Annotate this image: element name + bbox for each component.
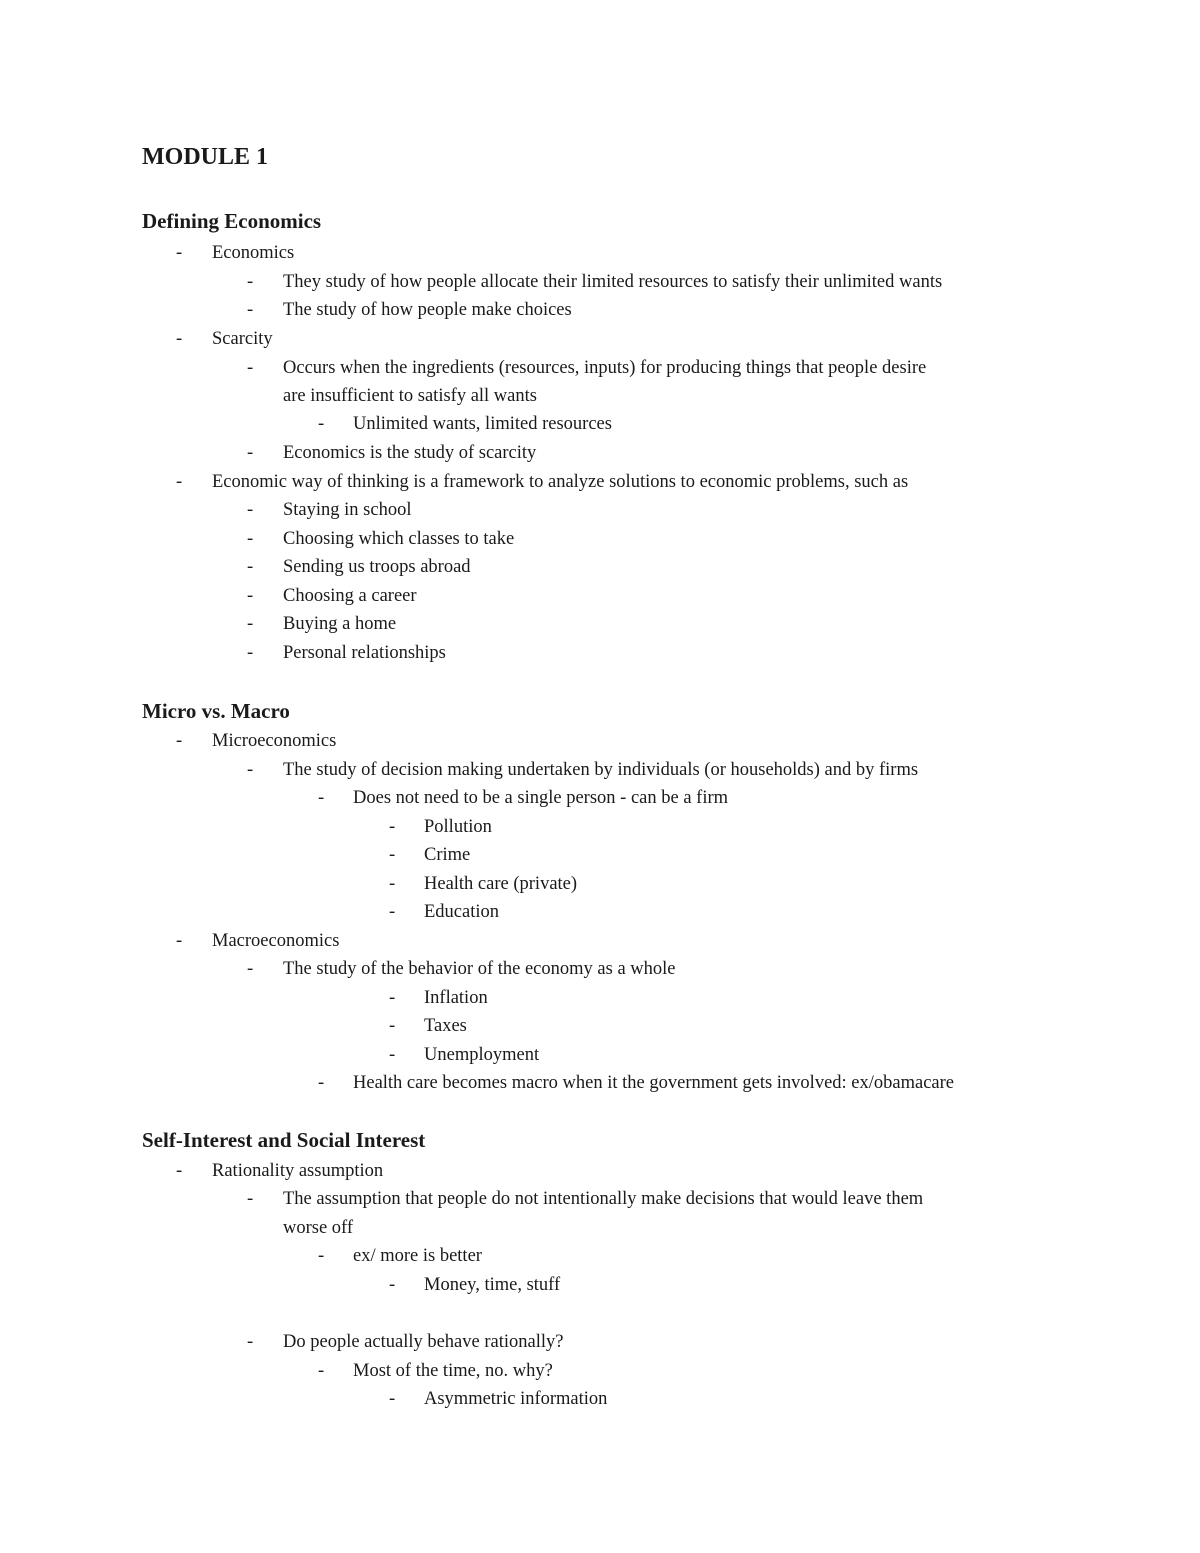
list-item: The study of decision making undertaken by individuals (or households) and by firms <box>283 760 919 780</box>
list-item: Money, time, stuff <box>424 1275 561 1295</box>
list-item: Buying a home <box>283 614 397 634</box>
bullet-dash: - <box>389 902 396 922</box>
bullet-dash: - <box>247 586 254 606</box>
bullet-dash: - <box>318 788 325 808</box>
bullet-dash: - <box>389 845 396 865</box>
bullet-dash: - <box>318 1073 325 1093</box>
list-item: Macroeconomics <box>212 931 340 951</box>
list-item: They study of how people allocate their limited resources to satisfy their unlimited wants <box>283 272 943 292</box>
list-item: ex/ more is better <box>353 1246 482 1266</box>
bullet-dash: - <box>176 731 183 751</box>
bullet-dash: - <box>247 358 254 378</box>
bullet-dash: - <box>389 1275 396 1295</box>
section-heading: Self-Interest and Social Interest <box>142 1128 426 1152</box>
list-item: Pollution <box>424 817 492 837</box>
list-item: Do people actually behave rationally? <box>283 1332 564 1352</box>
bullet-dash: - <box>176 1161 183 1181</box>
page-title: MODULE 1 <box>142 144 268 170</box>
list-item: Taxes <box>424 1016 467 1036</box>
list-item: The study of the behavior of the economy as a whole <box>283 959 676 979</box>
list-item: Economics is the study of scarcity <box>283 443 537 463</box>
bullet-dash: - <box>247 1189 254 1209</box>
bullet-dash: - <box>389 1016 396 1036</box>
list-item: Occurs when the ingredients (resources, inputs) for producing things that people desire <box>283 358 927 378</box>
bullet-dash: - <box>176 243 183 263</box>
bullet-dash: - <box>389 817 396 837</box>
bullet-dash: - <box>389 874 396 894</box>
bullet-dash: - <box>176 329 183 349</box>
list-item: The study of how people make choices <box>283 300 572 320</box>
section-heading: Defining Economics <box>142 209 322 233</box>
bullet-dash: - <box>247 760 254 780</box>
bullet-dash: - <box>247 529 254 549</box>
bullet-dash: - <box>318 414 325 434</box>
list-item: Personal relationships <box>283 643 446 663</box>
bullet-dash: - <box>247 272 254 292</box>
list-item: Education <box>424 902 500 922</box>
bullet-dash: - <box>247 557 254 577</box>
list-item: Staying in school <box>283 500 412 520</box>
bullet-dash: - <box>318 1246 325 1266</box>
list-item: Rationality assumption <box>212 1161 384 1181</box>
bullet-dash: - <box>247 443 254 463</box>
list-item: Microeconomics <box>212 731 337 751</box>
bullet-dash: - <box>389 1389 396 1409</box>
list-item: Economics <box>212 243 295 263</box>
list-item: Economic way of thinking is a framework to analyze solutions to economic problems, such as <box>212 472 909 492</box>
list-item: Health care (private) <box>424 874 578 894</box>
bullet-dash: - <box>176 931 183 951</box>
list-item: Unemployment <box>424 1045 540 1065</box>
bullet-dash: - <box>389 1045 396 1065</box>
list-item: Does not need to be a single person - can be a firm <box>353 788 729 808</box>
list-item-continuation: are insufficient to satisfy all wants <box>283 386 537 406</box>
list-item: Health care becomes macro when it the government gets involved: ex/obamacare <box>353 1073 955 1093</box>
list-item-continuation: worse off <box>283 1218 354 1238</box>
bullet-dash: - <box>247 614 254 634</box>
list-item: Crime <box>424 845 471 865</box>
list-item: Scarcity <box>212 329 273 349</box>
bullet-dash: - <box>389 988 396 1008</box>
bullet-dash: - <box>318 1361 325 1381</box>
bullet-dash: - <box>247 959 254 979</box>
bullet-dash: - <box>176 472 183 492</box>
list-item: Inflation <box>424 988 488 1008</box>
bullet-dash: - <box>247 500 254 520</box>
list-item: Choosing which classes to take <box>283 529 515 549</box>
list-item: Sending us troops abroad <box>283 557 471 577</box>
list-item: Choosing a career <box>283 586 417 606</box>
list-item: Asymmetric information <box>424 1389 608 1409</box>
list-item: Most of the time, no. why? <box>353 1361 553 1381</box>
bullet-dash: - <box>247 300 254 320</box>
bullet-dash: - <box>247 1332 254 1352</box>
list-item: Unlimited wants, limited resources <box>353 414 612 434</box>
bullet-dash: - <box>247 643 254 663</box>
list-item: The assumption that people do not intentionally make decisions that would leave them <box>283 1189 924 1209</box>
section-heading: Micro vs. Macro <box>142 699 290 723</box>
